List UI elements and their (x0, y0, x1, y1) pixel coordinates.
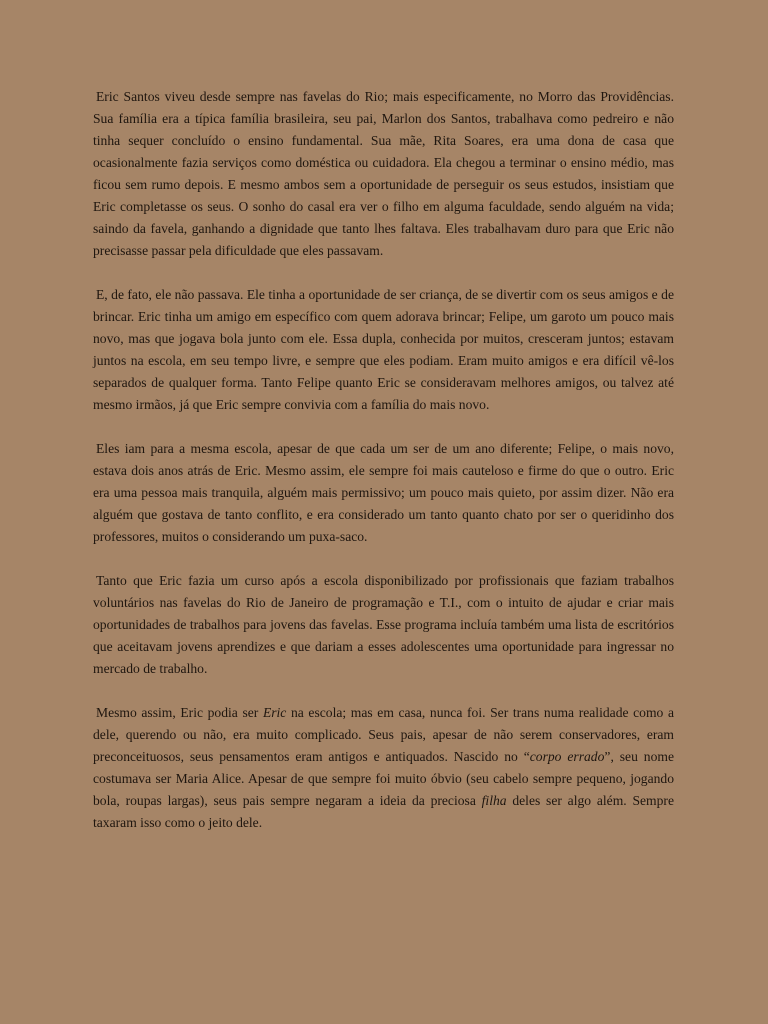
paragraph-text: Eles iam para a mesma escola, apesar de que cada um ser de um ano diferente; Felipe, o mais novo, estava dois anos atrás de Eric. Mesmo assim, ele sempre foi mais cauteloso e firme do que o outro. Eric era uma pessoa mais tranquila, alguém mais permissivo; um pouco mais quieto, por assim dizer. Não era alguém que gostava de tanto conflito, e era considerado um tanto quanto chato por ser o queridinho dos professores, muitos o considerando um puxa-saco. (93, 441, 674, 544)
paragraph-text: deles ser algo além. Sempre taxaram isso como o jeito dele. (93, 793, 674, 830)
paragraph-text: Eric Santos viveu desde sempre nas favelas do Rio; mais especificamente, no Morro das Providências. Sua família era a típica família brasileira, seu pai, Marlon dos Santos, trabalhava como pedreiro e não tinha sequer concluído o ensino fundamental. Sua mãe, Rita Soares, era uma dona de casa que ocasionalmente fazia serviços como doméstica ou cuidadora. Ela chegou a terminar o ensino médio, mas ficou sem rumo depois. E mesmo ambos sem a oportunidade de perseguir os seus estudos, insistiam que Eric completasse os seus. O sonho do casal era ver o filho em alguma faculdade, sendo alguém na vida; saindo da favela, ganhando a dignidade que tanto lhes faltava. Eles trabalhavam duro para que Eric não precisasse passar pela dificuldade que eles passavam. (93, 89, 674, 258)
paragraph-text: E, de fato, ele não passava. Ele tinha a oportunidade de ser criança, de se divertir com os seus amigos e de brincar. Eric tinha um amigo em específico com quem adorava brincar; Felipe, um garoto um pouco mais novo, mas que jogava bola junto com ele. Essa dupla, conhecida por muitos, cresceram juntos; estavam juntos na escola, em seu tempo livre, e sempre que eles podiam. Eram muito amigos e era difícil vê-los separados de qualquer forma. Tanto Felipe quanto Eric se consideravam melhores amigos, ou talvez até mesmo irmãos, já que Eric sempre convivia com a família do mais novo. (93, 287, 674, 412)
paragraph-4 (93, 570, 674, 680)
italic-word-filha: filha (481, 793, 507, 808)
paragraph-5 (93, 702, 674, 834)
paragraph-2 (93, 284, 674, 416)
paragraph-text: ”, seu nome costumava ser Maria Alice. Apesar de que sempre foi muito óbvio (seu cabelo sempre pequeno, jogando bola, roupas largas), seus pais sempre negaram a ideia da preciosa (93, 749, 674, 808)
italic-name-eric: Eric (262, 705, 287, 720)
paragraph-1 (93, 86, 674, 262)
italic-phrase-corpo-errado: corpo errado (529, 749, 605, 764)
paragraph-text: na escola; mas em casa, nunca foi. Ser trans numa realidade como a dele, querendo ou não, era muito complicado. Seus pais, apesar de não serem conservadores, eram preconceituosos, seus pensamentos eram antigos e antiquados. Nascido no “ (93, 705, 674, 764)
paragraph-text: Tanto que Eric fazia um curso após a escola disponibilizado por profissionais que faziam trabalhos voluntários nas favelas do Rio de Janeiro de programação e T.I., com o intuito de ajudar e criar mais oportunidades de trabalhos para jovens das favelas. Esse programa incluía também uma lista de escritórios que aceitavam jovens aprendizes e que dariam a esses adolescentes uma oportunidade para ingressar no mercado de trabalho. (93, 573, 674, 676)
paragraph-3 (93, 438, 674, 548)
paragraph-text: Mesmo assim, Eric podia ser (96, 705, 263, 720)
